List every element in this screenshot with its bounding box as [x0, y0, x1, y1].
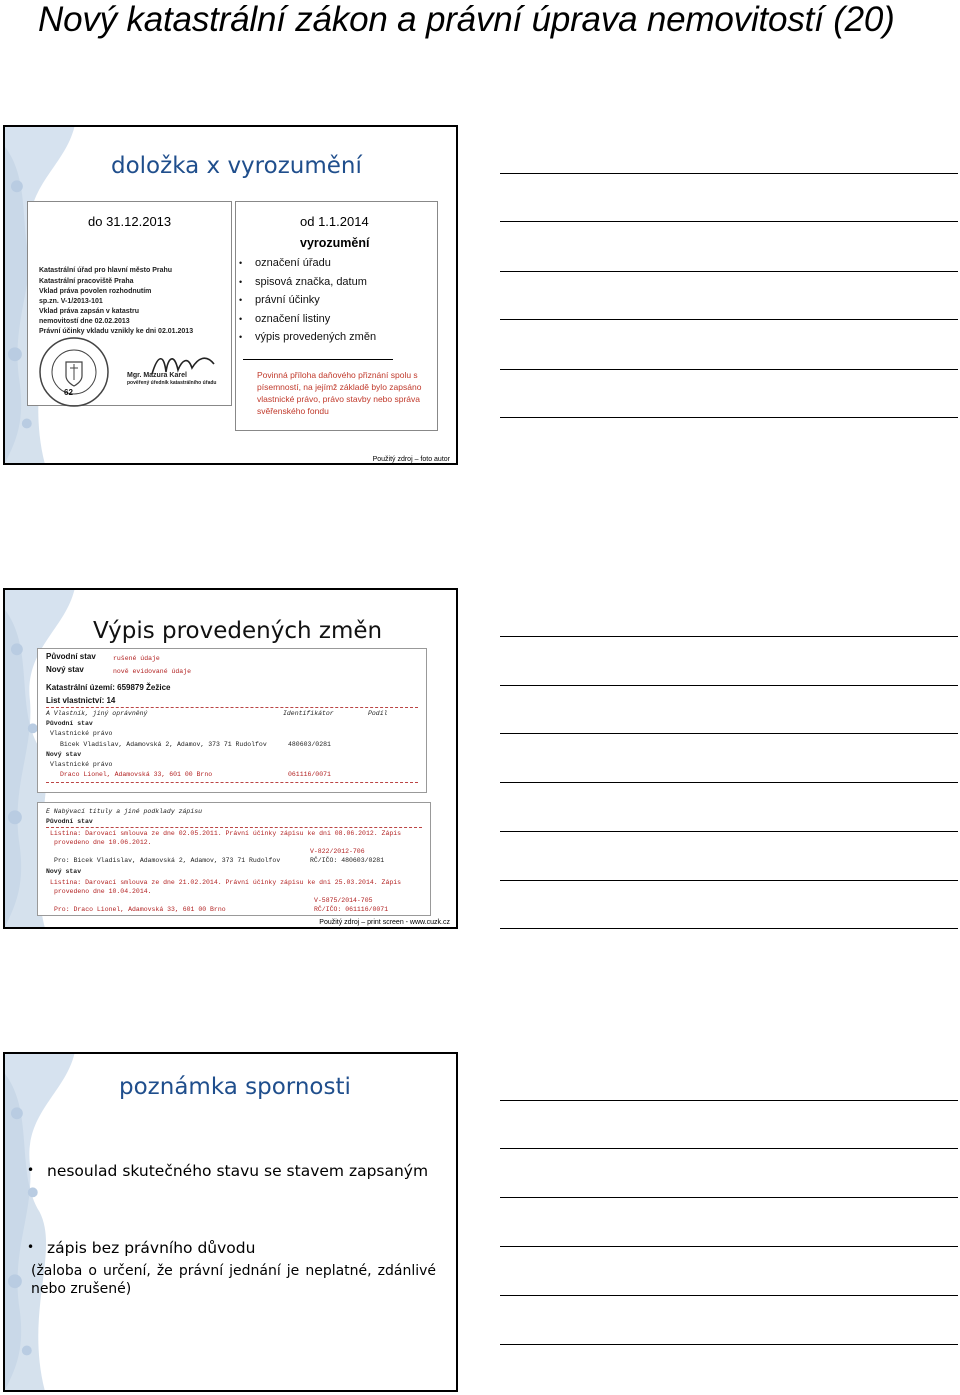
- legend-new-desc: nově evidované údaje: [113, 668, 192, 675]
- slide-2-title: Výpis provedených změn: [93, 618, 383, 644]
- note-line: [500, 928, 958, 929]
- titles-ref2: V-5875/2014-705: [314, 897, 373, 904]
- orig-state: Původní stav: [46, 720, 93, 727]
- signature-role: pověřený úředník katastrálního úřadu: [127, 380, 217, 386]
- scan-line-6: nemovitostí dne 02.02.2013: [39, 318, 130, 325]
- titles-line2b: provedeno dne 10.04.2014.: [54, 888, 152, 895]
- titles-line1: Listina: Darovací smlouva ze dne 02.05.2011. Právní účinky zápisu ke dni 08.06.2012. Zápis: [50, 830, 402, 837]
- titles-ref1: V-822/2012-706: [310, 848, 365, 855]
- note-line: [500, 1295, 958, 1296]
- scan-line-1: Katastrální úřad pro hlavní město Prahu: [39, 267, 173, 274]
- slide-1: [3, 125, 458, 465]
- mandatory-note: Povinná příloha daňového přiznání spolu s písemností, na jejímž základě bylo zapsáno vlastnické právo, právo stavby nebo správa svěřenského fondu: [257, 370, 422, 416]
- bullet-dot: •: [27, 1163, 35, 1177]
- col-owner: A Vlastník, jiný oprávněný: [46, 710, 148, 717]
- map-background: [5, 1054, 456, 1390]
- titles-header: E Nabývací tituly a jiné podklady zápisu: [46, 808, 203, 815]
- slide-3: [3, 1052, 458, 1392]
- scan-line-2: Katastrální pracoviště Praha: [39, 278, 134, 285]
- note-line: [500, 880, 958, 881]
- bullet-mismatch-text: nesoulad skutečného stavu se stavem zapsaným: [47, 1162, 429, 1180]
- titles-rc2: RČ/IČO: 061116/0071: [314, 906, 389, 913]
- titles-new-state: Nový stav: [46, 868, 82, 875]
- titles-for2: Pro: Draco Lionel, Adamovská 33, 601 00 Brno: [54, 906, 226, 913]
- note-line: [500, 1246, 958, 1247]
- divider: [46, 782, 418, 783]
- new-owner-id: 061116/0071: [288, 771, 331, 778]
- note-line: [500, 319, 958, 320]
- bullet-item: • právní účinky: [237, 291, 376, 310]
- note-line: [500, 173, 958, 174]
- note-line: [500, 417, 958, 418]
- note-line: [500, 221, 958, 222]
- stamp-number: 62: [64, 388, 73, 397]
- bullet-no-legal-reason: [27, 1239, 255, 1257]
- right-column-header: od 1.1.2014: [300, 214, 369, 229]
- note-line: [500, 1197, 958, 1198]
- page-title: Nový katastrální zákon a právní úprava nemovitostí (20): [38, 0, 895, 39]
- old-owner-id: 480603/0281: [288, 741, 331, 748]
- note-line: [500, 733, 958, 734]
- note-line: [500, 1100, 958, 1101]
- owner-right: Vlastnické právo: [50, 730, 113, 737]
- note-line: [500, 831, 958, 832]
- titles-line1b: provedeno dne 10.06.2012.: [54, 839, 152, 846]
- titles-line2: Listina: Darovací smlouva ze dne 21.02.2014. Právní účinky zápisu ke dni 25.03.2014. Zápis: [50, 879, 402, 886]
- legend-old-desc: rušené údaje: [113, 655, 160, 662]
- scan-line-4: sp.zn. V-1/2013-101: [39, 298, 103, 305]
- note-line: [500, 271, 958, 272]
- bullet-no-legal-reason-text: zápis bez právního důvodu: [47, 1239, 256, 1257]
- slide-3-title: poznámka spornosti: [119, 1074, 351, 1100]
- legend-new: Nový stav: [46, 665, 84, 674]
- signature-name: Mgr. Mazura Karel: [127, 372, 187, 379]
- new-owner: Draco Lionel, Adamovská 33, 601 00 Brno: [60, 771, 213, 778]
- bullet-mismatch: [27, 1162, 428, 1180]
- old-owner: Bicek Vladislav, Adamovská 2, Adamov, 373 71 Rudolfov: [60, 741, 267, 748]
- stamp-icon: [34, 332, 114, 407]
- bullet-item: • spisová značka, datum: [237, 273, 376, 292]
- source-note: Použitý zdroj – foto autor: [372, 456, 450, 463]
- titles-rc1: RČ/IČO: 480603/0281: [310, 857, 385, 864]
- separator: [243, 359, 393, 360]
- note-line: [500, 685, 958, 686]
- note-line: [500, 1148, 958, 1149]
- note-line: [500, 636, 958, 637]
- notes-lines-3: [500, 1052, 958, 1392]
- legend-old: Původní stav: [46, 652, 96, 661]
- right-column-subheader: vyrozumění: [300, 236, 370, 250]
- screenshot-ownership: [37, 648, 427, 793]
- note-line: [500, 782, 958, 783]
- new-state: Nový stav: [46, 751, 82, 758]
- notes-lines-2: [500, 588, 958, 929]
- scan-line-5: Vklad práva zapsán v katastru: [39, 308, 139, 315]
- notes-lines-1: [500, 125, 958, 465]
- scan-line-7: Právní účinky vkladu vznikly ke dni 02.01.2013: [39, 328, 194, 335]
- source-note: Použitý zdroj – print screen - www.cuzk.cz: [319, 919, 450, 926]
- bullet-subtext: (žaloba o určení, že právní jednání je neplatné, zdánlivé nebo zrušené): [31, 1263, 436, 1297]
- slide-1-title: doložka x vyrozumění: [111, 153, 362, 179]
- slide-2: [3, 588, 458, 929]
- right-bullets: [237, 254, 376, 347]
- cadastre-area: Katastrální území: 659879 Žežice: [46, 683, 171, 692]
- note-line: [500, 369, 958, 370]
- titles-for1: Pro: Bicek Vladislav, Adamovská 2, Adamov, 373 71 Rudolfov: [54, 857, 281, 864]
- scan-line-3: Vklad práva povolen rozhodnutím: [39, 288, 152, 295]
- divider: [46, 827, 422, 828]
- divider: [46, 707, 418, 708]
- titles-orig-state: Původní stav: [46, 818, 93, 825]
- col-identifier: Identifikátor: [283, 710, 334, 717]
- bullet-item: • výpis provedených změn: [237, 328, 376, 347]
- note-line: [500, 1344, 958, 1345]
- col-share: Podíl: [368, 710, 388, 717]
- ownership-sheet: List vlastnictví: 14: [46, 696, 116, 705]
- bullet-item: • označení úřadu: [237, 254, 376, 273]
- bullet-dot: •: [27, 1240, 35, 1254]
- owner-right-new: Vlastnické právo: [50, 761, 113, 768]
- bullet-item: • označení listiny: [237, 310, 376, 329]
- screenshot-titles: [37, 802, 431, 916]
- left-column-header: do 31.12.2013: [88, 214, 172, 229]
